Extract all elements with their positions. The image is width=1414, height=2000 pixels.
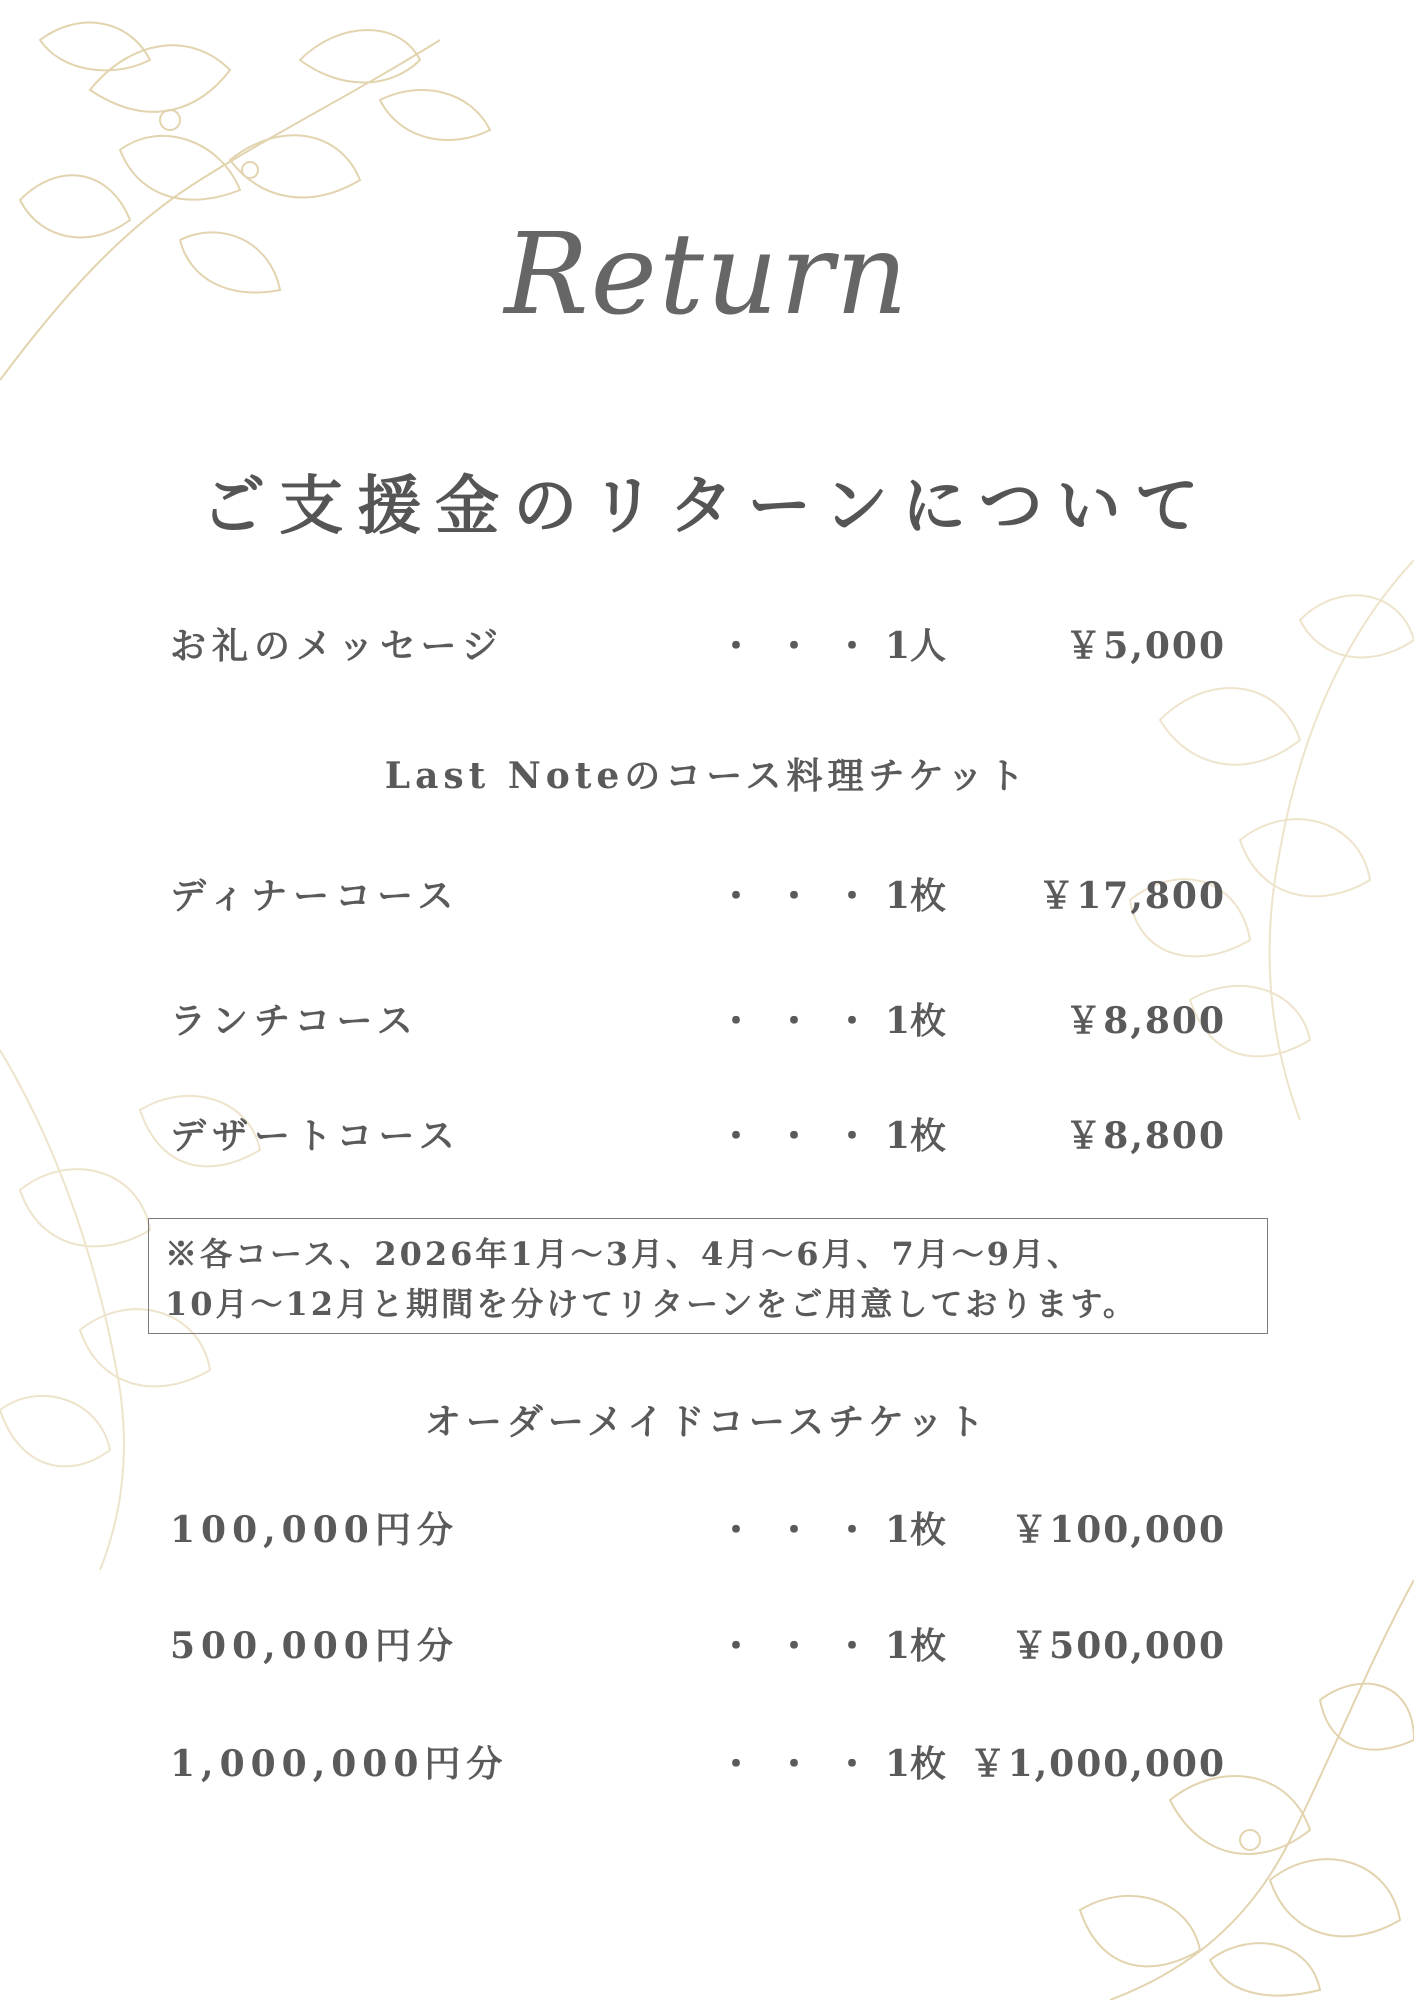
item-price: ￥500,000 bbox=[1011, 1625, 1226, 1667]
item-name: 1,000,000円分 bbox=[170, 1743, 509, 1785]
period-note-box bbox=[148, 1218, 1268, 1334]
item-quantity: 1人 bbox=[885, 625, 947, 667]
return-item-1000000 bbox=[0, 1736, 1414, 1796]
script-title: Return bbox=[504, 210, 910, 340]
item-price: ￥1,000,000 bbox=[969, 1743, 1226, 1785]
item-leader-dots: ・・・ bbox=[718, 1115, 893, 1157]
course-section-title: Last Noteのコース料理チケット bbox=[384, 755, 1030, 797]
ordermade-section-title: オーダーメイドコースチケット bbox=[424, 1401, 990, 1443]
item-name: デザートコース bbox=[170, 1115, 461, 1157]
item-quantity: 1枚 bbox=[885, 1509, 947, 1551]
floral-decoration-top-left bbox=[0, 0, 540, 400]
return-item-dinner bbox=[0, 868, 1414, 928]
item-leader-dots: ・・・ bbox=[718, 625, 893, 667]
item-name: ランチコース bbox=[170, 1000, 419, 1042]
item-leader-dots: ・・・ bbox=[718, 875, 893, 917]
item-name: 100,000円分 bbox=[170, 1509, 459, 1551]
item-quantity: 1枚 bbox=[885, 1743, 947, 1785]
item-leader-dots: ・・・ bbox=[718, 1000, 893, 1042]
item-leader-dots: ・・・ bbox=[718, 1625, 893, 1667]
item-quantity: 1枚 bbox=[885, 1115, 947, 1157]
item-name: 500,000円分 bbox=[170, 1625, 459, 1667]
page-title: ご支援金のリターンについて bbox=[201, 469, 1213, 544]
item-leader-dots: ・・・ bbox=[718, 1743, 893, 1785]
item-quantity: 1枚 bbox=[885, 1625, 947, 1667]
item-quantity: 1枚 bbox=[885, 1000, 947, 1042]
item-price: ￥17,800 bbox=[1038, 875, 1226, 917]
note-line: 10月～12月と期間を分けてリターンをご用意しております。 bbox=[165, 1285, 1138, 1323]
return-item-500000 bbox=[0, 1618, 1414, 1678]
item-price: ￥8,800 bbox=[1065, 1000, 1226, 1042]
note-line: ※各コース、2026年1月～3月、4月～6月、7月～9月、 bbox=[165, 1235, 1083, 1273]
return-item-dessert bbox=[0, 1108, 1414, 1168]
return-item-lunch bbox=[0, 993, 1414, 1053]
return-item-message bbox=[0, 618, 1414, 678]
item-name: お礼のメッセージ bbox=[170, 625, 504, 667]
item-price: ￥100,000 bbox=[1011, 1509, 1226, 1551]
item-quantity: 1枚 bbox=[885, 875, 947, 917]
item-price: ￥5,000 bbox=[1065, 625, 1226, 667]
return-item-100000 bbox=[0, 1502, 1414, 1562]
item-price: ￥8,800 bbox=[1065, 1115, 1226, 1157]
item-name: ディナーコース bbox=[170, 875, 460, 917]
item-leader-dots: ・・・ bbox=[718, 1509, 893, 1551]
